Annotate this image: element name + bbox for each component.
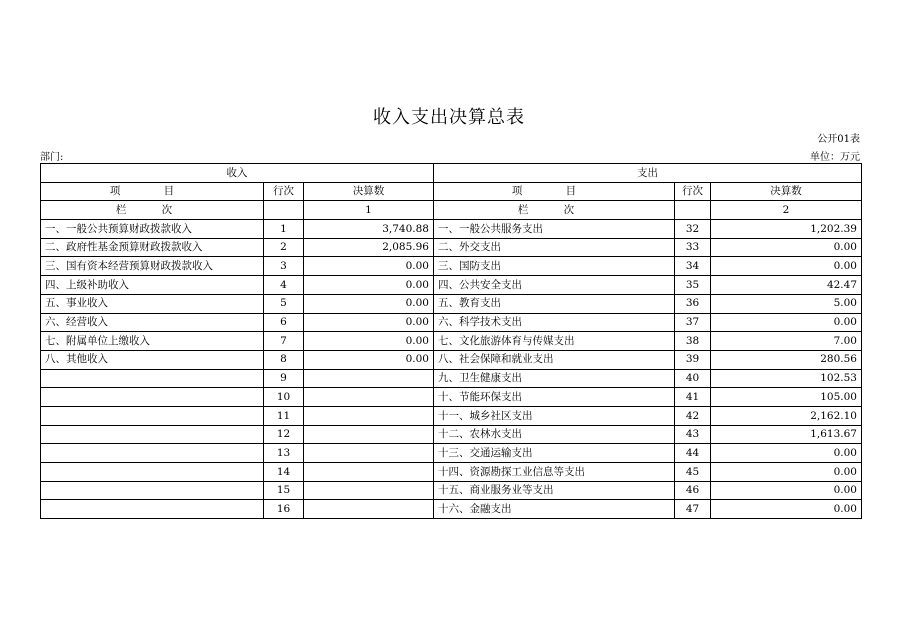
income-item-header: 项 目 — [41, 182, 264, 201]
expense-line-cell: 38 — [675, 332, 711, 351]
expense-item-cell: 八、社会保障和就业支出 — [434, 350, 675, 369]
expense-amount-cell: 0.00 — [711, 313, 862, 332]
income-item-cell — [41, 500, 264, 519]
income-item-cell — [41, 463, 264, 482]
income-item-cell: 二、政府性基金预算财政拨款收入 — [41, 238, 264, 257]
income-amount-cell — [304, 388, 434, 407]
income-line-cell: 11 — [264, 406, 304, 425]
income-line-cell: 4 — [264, 276, 304, 295]
income-amount-cell: 0.00 — [304, 350, 434, 369]
income-amount-header: 决算数 — [304, 182, 434, 201]
income-amount-cell: 3,740.88 — [304, 220, 434, 239]
expense-line-cell: 32 — [675, 220, 711, 239]
income-line-cell: 12 — [264, 425, 304, 444]
income-item-cell: 五、事业收入 — [41, 294, 264, 313]
table-row — [41, 220, 862, 239]
table-row — [41, 294, 862, 313]
expense-item-cell: 十五、商业服务业等支出 — [434, 481, 675, 500]
expense-line-cell: 40 — [675, 369, 711, 388]
income-amount-cell: 0.00 — [304, 313, 434, 332]
expense-line-cell: 39 — [675, 350, 711, 369]
expense-amount-cell: 280.56 — [711, 350, 862, 369]
expense-item-cell: 七、文化旅游体育与传媒支出 — [434, 332, 675, 351]
table-row — [41, 463, 862, 482]
expense-line-header: 行次 — [675, 182, 711, 201]
expense-amount-cell: 0.00 — [711, 238, 862, 257]
income-line-cell: 10 — [264, 388, 304, 407]
income-item-cell: 一、一般公共预算财政拨款收入 — [41, 220, 264, 239]
income-item-cell: 八、其他收入 — [41, 350, 264, 369]
table-row — [41, 276, 862, 295]
table-row — [41, 369, 862, 388]
income-amount-cell — [304, 406, 434, 425]
expense-amount-cell: 2,162.10 — [711, 406, 862, 425]
income-item-cell: 三、国有资本经营预算财政拨款收入 — [41, 257, 264, 276]
table-row — [41, 313, 862, 332]
expense-line-cell: 33 — [675, 238, 711, 257]
income-amount-cell — [304, 369, 434, 388]
expense-line-cell: 42 — [675, 406, 711, 425]
table-row — [41, 388, 862, 407]
income-column-number: 1 — [304, 201, 434, 220]
expense-line-cell: 41 — [675, 388, 711, 407]
expense-amount-cell: 0.00 — [711, 444, 862, 463]
income-item-cell — [41, 481, 264, 500]
expense-line-cell: 37 — [675, 313, 711, 332]
expense-item-cell: 五、教育支出 — [434, 294, 675, 313]
expense-item-cell: 九、卫生健康支出 — [434, 369, 675, 388]
income-amount-cell: 2,085.96 — [304, 238, 434, 257]
expense-amount-cell: 7.00 — [711, 332, 862, 351]
income-line-cell: 15 — [264, 481, 304, 500]
section-header-row — [41, 164, 862, 183]
expense-item-header: 项 目 — [434, 182, 675, 201]
income-section-header: 收入 — [41, 164, 434, 183]
expense-line-cell: 47 — [675, 500, 711, 519]
expense-amount-cell: 0.00 — [711, 463, 862, 482]
expense-line-cell: 35 — [675, 276, 711, 295]
income-line-cell: 6 — [264, 313, 304, 332]
expense-item-cell: 十二、农林水支出 — [434, 425, 675, 444]
expense-item-cell: 二、外交支出 — [434, 238, 675, 257]
expense-amount-cell: 102.53 — [711, 369, 862, 388]
income-line-cell: 16 — [264, 500, 304, 519]
income-amount-cell — [304, 481, 434, 500]
income-amount-cell — [304, 463, 434, 482]
table-row — [41, 425, 862, 444]
unit-label: 单位：万元 — [810, 152, 860, 163]
expense-amount-cell: 5.00 — [711, 294, 862, 313]
table-row — [41, 481, 862, 500]
expense-item-cell: 一、一般公共服务支出 — [434, 220, 675, 239]
expense-amount-cell: 0.00 — [711, 481, 862, 500]
income-line-cell: 13 — [264, 444, 304, 463]
table-row — [41, 238, 862, 257]
expense-item-cell: 十一、城乡社区支出 — [434, 406, 675, 425]
expense-item-cell: 四、公共安全支出 — [434, 276, 675, 295]
expense-column-number: 2 — [711, 201, 862, 220]
department-label: 部门: — [40, 152, 64, 163]
income-amount-cell: 0.00 — [304, 276, 434, 295]
income-line-cell: 14 — [264, 463, 304, 482]
income-line-cell: 3 — [264, 257, 304, 276]
income-item-cell — [41, 425, 264, 444]
income-amount-cell — [304, 425, 434, 444]
income-line-blank — [264, 201, 304, 220]
income-item-cell — [41, 444, 264, 463]
expense-amount-header: 决算数 — [711, 182, 862, 201]
income-amount-cell: 0.00 — [304, 332, 434, 351]
expense-item-cell: 十、节能环保支出 — [434, 388, 675, 407]
income-line-cell: 8 — [264, 350, 304, 369]
table-row — [41, 332, 862, 351]
income-line-cell: 5 — [264, 294, 304, 313]
income-amount-cell: 0.00 — [304, 294, 434, 313]
table-row — [41, 350, 862, 369]
income-line-cell: 2 — [264, 238, 304, 257]
expense-amount-cell: 0.00 — [711, 257, 862, 276]
income-column-label: 栏 次 — [41, 201, 264, 220]
table-row — [41, 257, 862, 276]
income-item-cell: 七、附属单位上缴收入 — [41, 332, 264, 351]
expense-amount-cell: 0.00 — [711, 500, 862, 519]
income-item-cell — [41, 388, 264, 407]
income-amount-cell — [304, 500, 434, 519]
expense-item-cell: 六、科学技术支出 — [434, 313, 675, 332]
income-line-cell: 7 — [264, 332, 304, 351]
table-row — [41, 406, 862, 425]
column-number-row — [41, 201, 862, 220]
expense-line-cell: 34 — [675, 257, 711, 276]
column-header-row — [41, 182, 862, 201]
expense-line-cell: 45 — [675, 463, 711, 482]
income-item-cell — [41, 406, 264, 425]
expense-item-cell: 十四、资源勘探工业信息等支出 — [434, 463, 675, 482]
expense-section-header: 支出 — [434, 164, 862, 183]
expense-column-label: 栏 次 — [434, 201, 675, 220]
income-amount-cell: 0.00 — [304, 257, 434, 276]
expense-item-cell: 十三、交通运输支出 — [434, 444, 675, 463]
expense-line-cell: 36 — [675, 294, 711, 313]
expense-line-blank — [675, 201, 711, 220]
expense-line-cell: 46 — [675, 481, 711, 500]
income-amount-cell — [304, 444, 434, 463]
expense-item-cell: 三、国防支出 — [434, 257, 675, 276]
expense-amount-cell: 42.47 — [711, 276, 862, 295]
table-code: 公开01表 — [817, 134, 860, 145]
expense-amount-cell: 1,613.67 — [711, 425, 862, 444]
expense-line-cell: 44 — [675, 444, 711, 463]
table-row — [41, 444, 862, 463]
summary-table — [40, 163, 862, 519]
income-item-cell: 四、上级补助收入 — [41, 276, 264, 295]
expense-amount-cell: 1,202.39 — [711, 220, 862, 239]
expense-amount-cell: 105.00 — [711, 388, 862, 407]
expense-item-cell: 十六、金融支出 — [434, 500, 675, 519]
expense-line-cell: 43 — [675, 425, 711, 444]
income-item-cell: 六、经营收入 — [41, 313, 264, 332]
table-row — [41, 500, 862, 519]
income-line-header: 行次 — [264, 182, 304, 201]
income-line-cell: 9 — [264, 369, 304, 388]
page-title: 收入支出决算总表 — [373, 107, 525, 128]
income-line-cell: 1 — [264, 220, 304, 239]
income-item-cell — [41, 369, 264, 388]
